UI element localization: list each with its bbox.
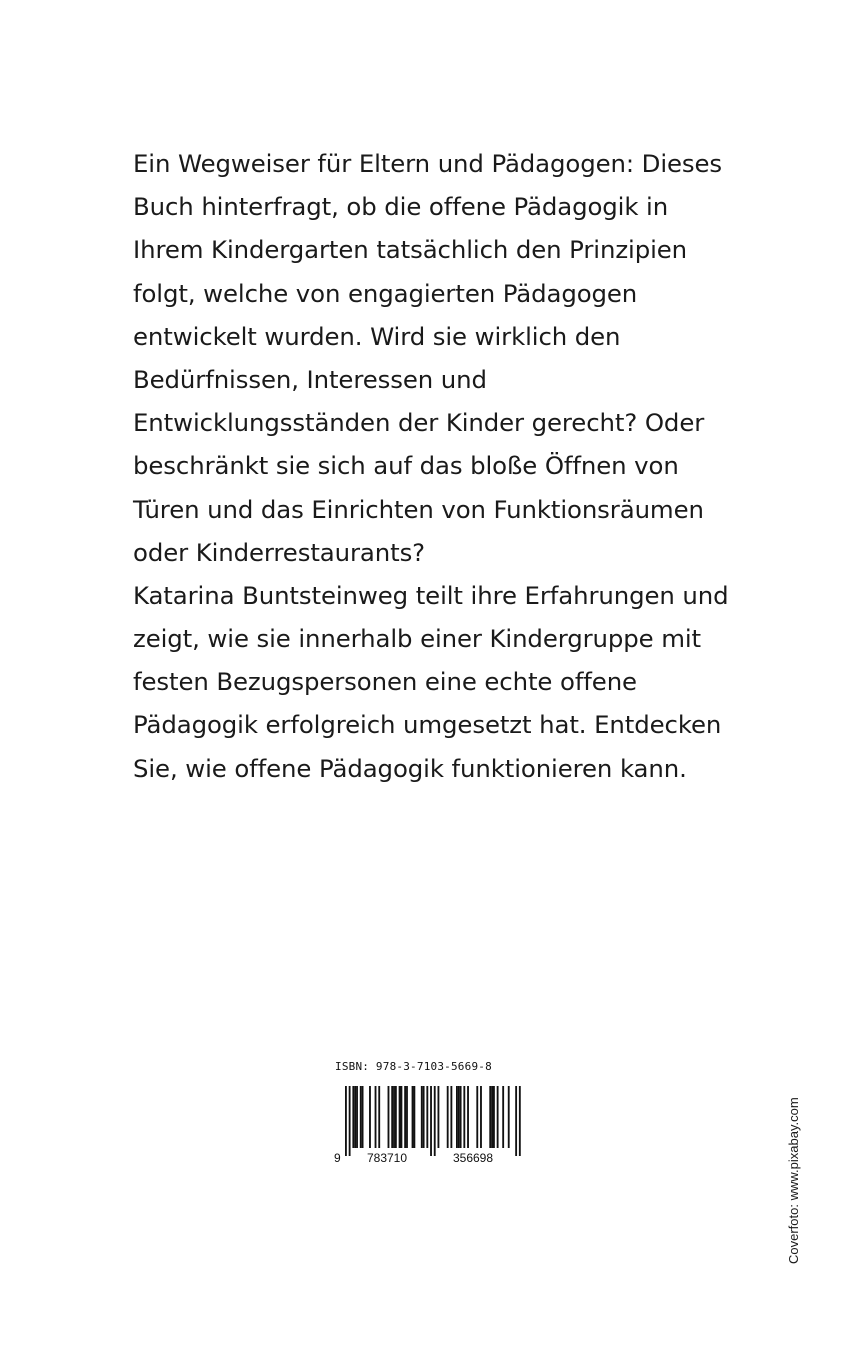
barcode-bar — [508, 1086, 510, 1148]
blurb-line: zeigt, wie sie innerhalb einer Kindergruppe mit — [133, 624, 702, 654]
barcode-bar — [375, 1086, 377, 1148]
blurb-line: entwickelt wurden. Wird sie wirklich den — [133, 321, 621, 351]
blurb-line: festen Bezugspersonen eine echte offene — [133, 667, 637, 697]
blurb-line: Türen und das Einrichten von Funktionsräumen — [133, 494, 704, 524]
barcode-bar — [349, 1086, 351, 1156]
barcode-bar — [401, 1086, 403, 1148]
barcode-bar — [450, 1086, 452, 1148]
barcode-bar — [456, 1086, 458, 1148]
barcode-bar — [406, 1086, 408, 1148]
barcode-bar — [480, 1086, 482, 1148]
barcode-bar — [388, 1086, 390, 1148]
barcode-bar — [476, 1086, 478, 1148]
barcode-bar — [393, 1086, 395, 1148]
barcode-bar — [404, 1086, 406, 1148]
barcode-bar — [354, 1086, 356, 1148]
blurb-line: Pädagogik erfolgreich umgesetzt hat. Entdecken — [133, 710, 722, 740]
barcode-bar — [360, 1086, 362, 1148]
barcode-bar — [438, 1086, 440, 1148]
barcode-bar — [395, 1086, 397, 1148]
cover-photo-credit: Coverfoto: www.pixabay.com — [786, 1097, 801, 1264]
barcode-bar — [356, 1086, 358, 1148]
barcode-bar — [460, 1086, 462, 1148]
barcode-bar — [493, 1086, 495, 1148]
barcode-bar — [352, 1086, 354, 1148]
blurb-line: Sie, wie offene Pädagogik funktionieren kann. — [133, 753, 687, 783]
blurb-line: Katarina Buntsteinweg teilt ihre Erfahrungen und — [133, 580, 729, 610]
blurb-line: Bedürfnissen, Interessen und — [133, 364, 487, 394]
barcode-bar — [345, 1086, 347, 1156]
blurb-line: oder Kinderrestaurants? — [133, 537, 426, 567]
barcode-bar — [369, 1086, 371, 1148]
barcode-bar — [412, 1086, 414, 1148]
barcode-bar — [378, 1086, 380, 1148]
blurb-line: Ein Wegweiser für Eltern und Pädagogen: Dieses — [133, 149, 723, 178]
barcode-bar — [515, 1086, 517, 1156]
barcode-bar — [497, 1086, 499, 1148]
barcode-bar — [362, 1086, 364, 1148]
barcode-bar — [491, 1086, 493, 1148]
barcode-bar — [502, 1086, 504, 1148]
barcode-bar — [423, 1086, 425, 1148]
barcode-digit-first: 9 — [334, 1151, 341, 1165]
back-cover-blurb — [133, 142, 733, 790]
blurb-line: Ihrem Kindergarten tatsächlich den Prinzipien — [133, 235, 688, 265]
barcode-bar — [489, 1086, 491, 1148]
blurb-line: Buch hinterfragt, ob die offene Pädagogik in — [133, 192, 669, 222]
barcode-bar — [421, 1086, 423, 1148]
barcode-icon — [333, 1086, 533, 1170]
barcode-bar — [447, 1086, 449, 1148]
barcode-bar — [391, 1086, 393, 1148]
barcode-bar — [467, 1086, 469, 1148]
barcode-bar — [463, 1086, 465, 1148]
barcode-bar — [430, 1086, 432, 1156]
barcode-digits-right: 356698 — [452, 1151, 494, 1165]
barcode-bar — [458, 1086, 460, 1148]
isbn-label: ISBN: 978-3-7103-5669-8 — [335, 1060, 492, 1073]
barcode-bar — [434, 1086, 436, 1156]
blurb-line: beschränkt sie sich auf das bloße Öffnen von — [133, 451, 679, 481]
barcode-bar — [426, 1086, 428, 1148]
barcode-bar — [413, 1086, 415, 1148]
blurb-line: folgt, welche von engagierten Pädagogen — [133, 278, 638, 308]
barcode-bar — [519, 1086, 521, 1156]
barcode-bar — [399, 1086, 401, 1148]
isbn-barcode — [333, 1060, 533, 1170]
barcode-digits-left: 783710 — [366, 1151, 408, 1165]
blurb-line: Entwicklungsständen der Kinder gerecht? Oder — [133, 408, 705, 438]
